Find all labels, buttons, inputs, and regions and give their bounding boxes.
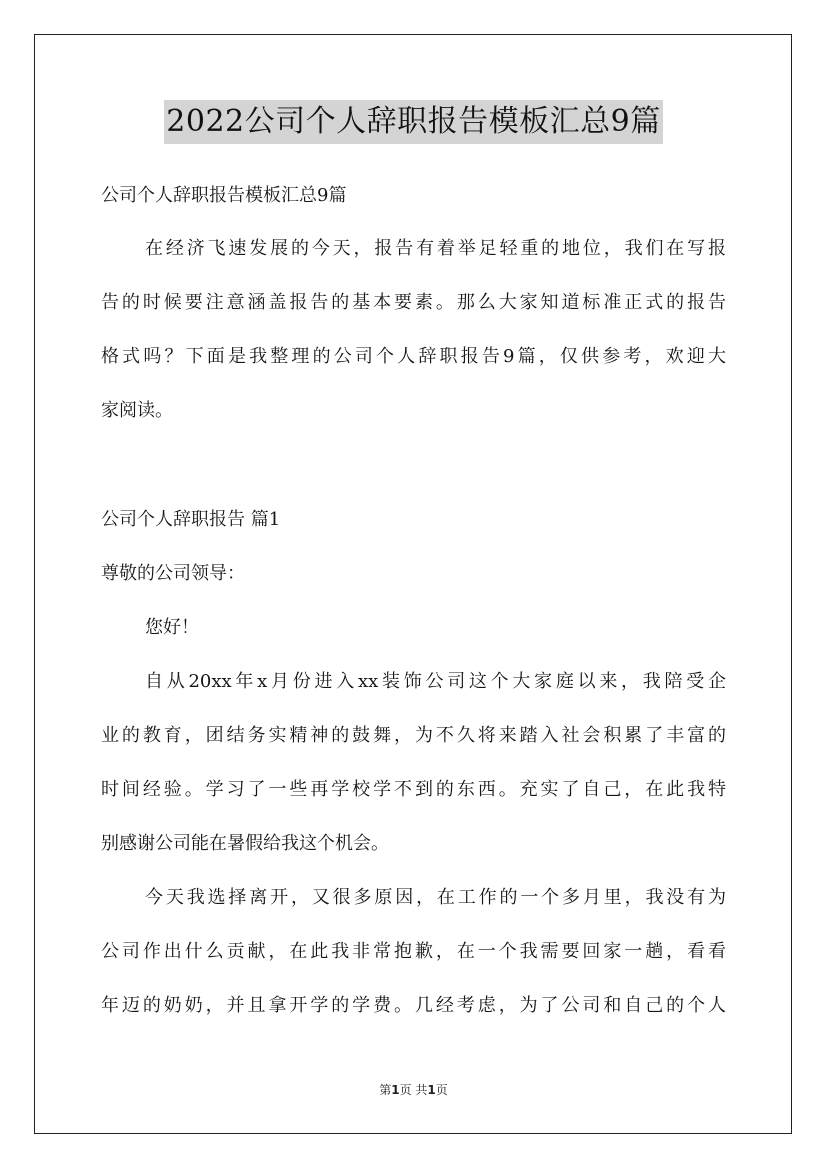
paragraph-line: 公司作出什么贡献，在此我非常抱歉，在一个我需要回家一趟，看看 xyxy=(101,941,726,962)
page-footer xyxy=(0,1081,827,1098)
intro-line: 家阅读。 xyxy=(101,400,173,421)
intro-line: 格式吗？下面是我整理的公司个人辞职报告9篇，仅供参考，欢迎大 xyxy=(101,346,726,367)
title-container xyxy=(0,100,827,144)
intro-line: 告的时候要注意涵盖报告的基本要素。那么大家知道标准正式的报告 xyxy=(101,292,726,313)
footer-total-pages: 1 xyxy=(427,1083,436,1097)
paragraph-line: 今天我选择离开，又很多原因，在工作的一个多月里，我没有为 xyxy=(145,887,726,908)
document-subtitle: 公司个人辞职报告模板汇总9篇 xyxy=(101,185,347,206)
paragraph-line: 时间经验。学习了一些再学校学不到的东西。充实了自己，在此我特 xyxy=(101,779,726,800)
footer-page-number: 1 xyxy=(391,1083,400,1097)
salutation: 尊敬的公司领导： xyxy=(101,563,245,584)
paragraph-line: 别感谢公司能在暑假给我这个机会。 xyxy=(101,833,389,854)
footer-suffix: 页 xyxy=(435,1083,448,1097)
document-title: 2022公司个人辞职报告模板汇总9篇 xyxy=(164,100,662,144)
footer-prefix: 第 xyxy=(379,1083,392,1097)
paragraph-line: 年迈的奶奶，并且拿开学的学费。几经考虑，为了公司和自己的个人 xyxy=(101,995,726,1016)
section-heading: 公司个人辞职报告 篇1 xyxy=(101,509,281,530)
paragraph-line: 自从20xx年x月份进入xx装饰公司这个大家庭以来，我陪受企 xyxy=(145,671,726,692)
greeting: 您好！ xyxy=(145,617,199,638)
footer-mid: 页 共 xyxy=(399,1083,428,1097)
paragraph-line: 业的教育，团结务实精神的鼓舞，为不久将来踏入社会积累了丰富的 xyxy=(101,725,726,746)
intro-line: 在经济飞速发展的今天，报告有着举足轻重的地位，我们在写报 xyxy=(145,238,726,259)
